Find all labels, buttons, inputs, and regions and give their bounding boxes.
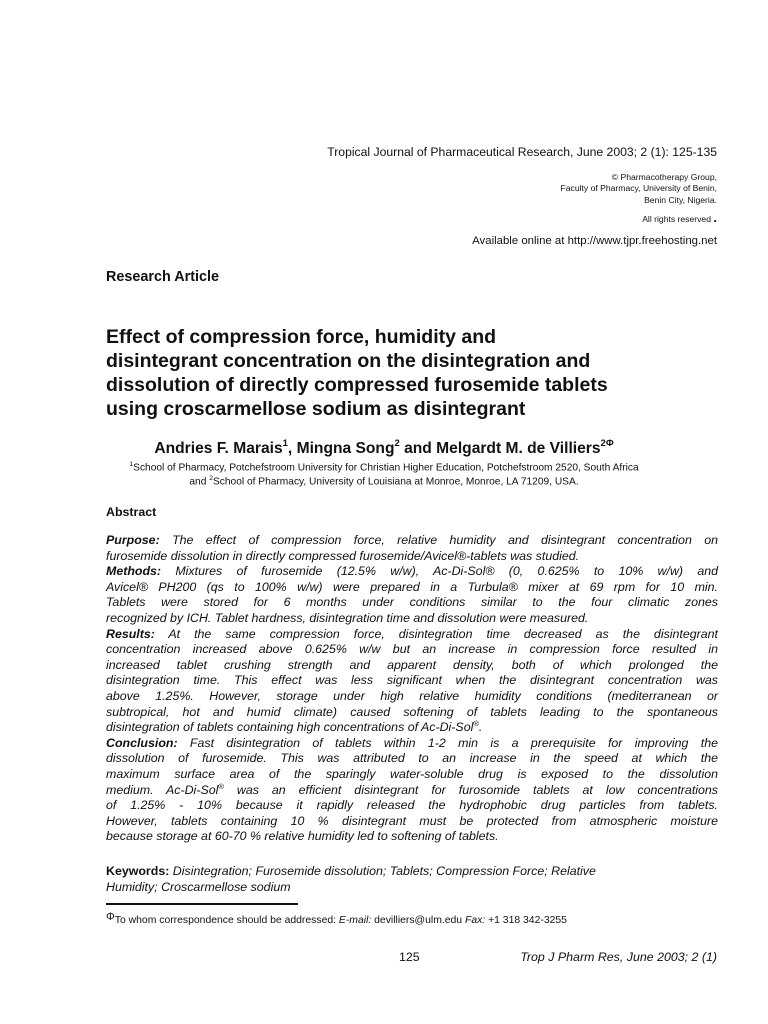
abstract-line: maximum surface area of the sparingly water-soluble drug is exposed to the dissolution: [106, 766, 718, 781]
author-name: Mingna Song: [296, 440, 395, 458]
footnote-divider: [106, 903, 298, 905]
fax-number: +1 318 342-3255: [485, 915, 567, 926]
rights-text: All rights reserved: [642, 214, 711, 224]
title-line: Effect of compression force, humidity and: [106, 326, 497, 348]
results-text: At the same compression force, disintegration time decreased as the disintegrant: [154, 626, 718, 641]
page-number: 125: [399, 950, 420, 964]
abstract-line: [106, 564, 718, 580]
keywords-line: Humidity; Croscarmellose sodium: [106, 879, 291, 894]
author-name: Andries F. Marais: [154, 440, 283, 458]
affiliation-mark: 2: [209, 475, 213, 482]
availability-line: Available online at http://www.tjpr.freehosting.net: [472, 235, 717, 247]
conclusion-text: Fast disintegration of tablets within 1-2 min is a prerequisite for improving the: [177, 735, 718, 750]
rights-dot: .: [713, 210, 717, 225]
results-label: Results:: [106, 626, 155, 641]
article-title: [106, 325, 746, 421]
keywords-text: Disintegration; Furosemide dissolution; Tablets; Compression Force; Relative: [169, 864, 596, 878]
registered-mark: ®: [218, 781, 224, 791]
abstract-line: [106, 533, 718, 549]
rights-notice: [642, 210, 717, 225]
abstract-line: [106, 736, 718, 752]
footnote-text: To whom correspondence should be addressed:: [114, 915, 339, 926]
abstract-line: However, tablets containing 10 % disintegrant must be protected from atmospheric moisture: [106, 813, 718, 828]
abstract-line: of 1.25% - 10% because it rapidly released the hydrophobic drug particles from tablets.: [106, 798, 718, 813]
author-name: Melgardt M. de Villiers: [436, 440, 601, 458]
abstract-line: recognized by ICH. Tablet hardness, disintegration time and dissolution were measured.: [106, 610, 589, 625]
abstract-line: [106, 720, 718, 736]
affiliation-text: School of Pharmacy, University of Louisiana at Monroe, Monroe, LA 71209, USA.: [212, 476, 579, 488]
title-line: using croscarmellose sodium as disintegrant: [106, 398, 526, 420]
affiliation-mark: 1: [129, 461, 134, 468]
results-text: disintegration of tablets containing high concentrations of Ac-Di-Sol: [106, 720, 474, 735]
keywords-label: Keywords:: [106, 864, 170, 878]
abstract-line: [106, 783, 718, 799]
correspondence-footnote: [106, 911, 567, 926]
abstract-line: concentration increased above 0.625% w/w but an increase in compression force resulted in: [106, 642, 718, 657]
keywords-line: [106, 864, 718, 880]
author-separator: ,: [287, 440, 297, 458]
article-type: Research Article: [106, 269, 220, 285]
publisher-line: © Pharmacotherapy Group,: [611, 172, 717, 182]
abstract-line: [106, 627, 718, 643]
affiliation-text: School of Pharmacy, Potchefstroom University for Christian Higher Education, Potchefstroom 2520, South Africa: [133, 462, 639, 474]
affiliation-2: [0, 475, 768, 487]
publisher-block: [561, 172, 718, 206]
author-list: [0, 439, 768, 458]
fax-label: Fax:: [464, 915, 486, 926]
author-affiliation-mark: 2: [394, 438, 400, 449]
email-label: E-mail:: [338, 915, 372, 926]
abstract-line: because storage at 60-70 % relative humidity led to softening of tablets.: [106, 829, 499, 844]
purpose-label: Purpose:: [106, 533, 160, 547]
methods-label: Methods:: [106, 564, 162, 579]
affiliation-prefix: and: [189, 476, 210, 488]
abstract-line: disintegration time. This effect was less significant when the disintegrant concentration was: [106, 673, 718, 688]
author-separator: and: [399, 440, 437, 458]
abstract-line: Tablets were stored for 6 months under conditions similar to the four climatic zones: [106, 595, 718, 610]
publisher-line: Benin City, Nigeria.: [644, 194, 717, 205]
purpose-text: The effect of compression force, relative humidity and disintegrant concentration on: [159, 533, 718, 547]
email-address: devilliers@ulm.edu: [371, 915, 465, 926]
publisher-line: Faculty of Pharmacy, University of Benin,: [560, 183, 717, 194]
abstract-line: dissolution of furosemide. This was attributed to an increase in the speed at which the: [106, 751, 718, 766]
author-affiliation-mark: 2Φ: [600, 438, 614, 449]
abstract-line: above 1.25%. However, storage under high relative humidity conditions (mediterranean or: [106, 688, 718, 703]
title-line: disintegrant concentration on the disintegration and: [106, 350, 591, 372]
conclusion-label: Conclusion:: [106, 735, 178, 750]
registered-mark: ®: [473, 719, 479, 728]
results-end: .: [478, 720, 483, 735]
title-line: dissolution of directly compressed furosemide tablets: [106, 374, 608, 396]
author-affiliation-mark: 1: [282, 438, 288, 449]
footnote-symbol: Φ: [106, 911, 115, 923]
abstract-line: Avicel® PH200 (qs to 100% w/w) were prepared in a Turbula® mixer at 69 rpm for 10 min.: [106, 579, 718, 594]
abstract-body: [106, 533, 718, 845]
methods-text: Mixtures of furosemide (12.5% w/w), Ac-Di-Sol® (0, 0.625% to 10% w/w) and: [161, 564, 718, 579]
keywords: [106, 864, 718, 895]
journal-citation: Tropical Journal of Pharmaceutical Research, June 2003; 2 (1): 125-135: [327, 145, 717, 159]
abstract-line: furosemide dissolution in directly compressed furosemide/Avicel®-tablets was studied.: [106, 548, 580, 563]
running-footer: Trop J Pharm Res, June 2003; 2 (1): [520, 950, 717, 964]
abstract-line: subtropical, hot and humid climate) caused softening of tablets leading to the spontaneous: [106, 704, 718, 719]
affiliation-1: [0, 461, 768, 473]
conclusion-text: was an efficient disintegrant for furosomide tablets at low concentrations: [223, 782, 718, 797]
conclusion-text: medium. Ac-Di-Sol: [106, 782, 219, 797]
abstract-heading: Abstract: [106, 505, 157, 519]
abstract-line: increased tablet crushing strength and apparent density, both of which prolonged the: [106, 657, 718, 672]
